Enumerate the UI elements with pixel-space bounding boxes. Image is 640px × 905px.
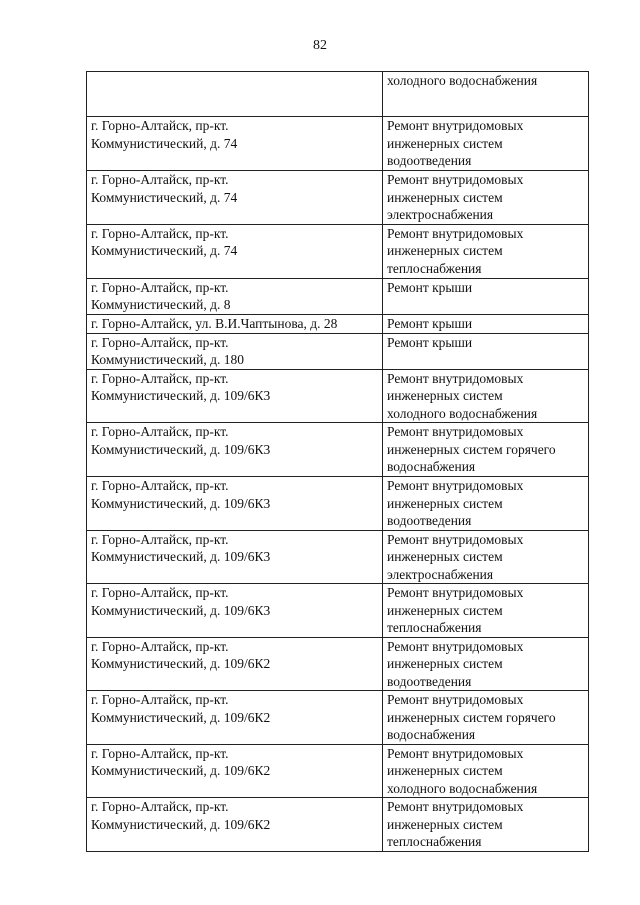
- table-row: [87, 637, 589, 691]
- address-text: г. Горно-Алтайск, пр-кт. Коммунистический, д. 109/6К3: [91, 585, 271, 618]
- address-text: г. Горно-Алтайск, пр-кт. Коммунистический, д. 74: [91, 225, 238, 258]
- address-text: г. Горно-Алтайск, пр-кт. Коммунистический, д. 180: [91, 334, 244, 367]
- table-row: [87, 798, 589, 852]
- table-row: [87, 333, 589, 369]
- address-cell: [87, 117, 383, 171]
- address-cell: [87, 637, 383, 691]
- address-cell: [87, 691, 383, 745]
- address-text: г. Горно-Алтайск, пр-кт. Коммунистический, д. 109/6К3: [91, 478, 271, 511]
- work-text: Ремонт внутридомовых инженерных систем электроснабжения: [387, 172, 524, 222]
- address-cell: [87, 333, 383, 369]
- address-cell: [87, 530, 383, 584]
- table-row: [87, 477, 589, 531]
- work-text: Ремонт внутридомовых инженерных систем теплоснабжения: [387, 799, 524, 849]
- page-number: 82: [313, 38, 327, 53]
- work-text: Ремонт крыши: [387, 334, 473, 350]
- work-text: Ремонт внутридомовых инженерных систем холодного водоснабжения: [387, 370, 538, 421]
- table-row: [87, 117, 589, 171]
- table-row: [87, 224, 589, 278]
- address-cell: [87, 744, 383, 798]
- address-cell: [87, 584, 383, 638]
- table-row: [87, 278, 589, 314]
- address-cell: [87, 369, 383, 423]
- table-row: [87, 369, 589, 423]
- table-row: [87, 691, 589, 745]
- address-text: г. Горно-Алтайск, пр-кт. Коммунистический, д. 109/6К3: [91, 370, 271, 403]
- work-cell: [383, 744, 589, 798]
- address-cell: [87, 423, 383, 477]
- address-text: г. Горно-Алтайск, пр-кт. Коммунистический, д. 109/6К2: [91, 692, 271, 725]
- work-text: холодного водоснабжения: [387, 73, 538, 88]
- address-cell: [87, 72, 383, 117]
- address-cell: [87, 224, 383, 278]
- table-row: [87, 584, 589, 638]
- address-text: г. Горно-Алтайск, пр-кт. Коммунистический, д. 8: [91, 279, 231, 312]
- work-cell: [383, 530, 589, 584]
- work-cell: [383, 637, 589, 691]
- work-text: Ремонт внутридомовых инженерных систем горячего водоснабжения: [387, 424, 556, 474]
- address-cell: [87, 171, 383, 225]
- address-text: г. Горно-Алтайск, пр-кт. Коммунистический, д. 109/6К2: [91, 638, 271, 671]
- work-cell: [383, 278, 589, 314]
- address-text: г. Горно-Алтайск, пр-кт. Коммунистический, д. 109/6К2: [91, 745, 271, 778]
- address-cell: [87, 314, 383, 333]
- work-text: Ремонт внутридомовых инженерных систем водоотведения: [387, 638, 524, 689]
- table-row: [87, 171, 589, 225]
- table-row: [87, 530, 589, 584]
- work-text: Ремонт внутридомовых инженерных систем водоотведения: [387, 478, 524, 528]
- address-cell: [87, 798, 383, 852]
- work-text: Ремонт внутридомовых инженерных систем холодного водоснабжения: [387, 745, 538, 796]
- table-row: [87, 314, 589, 333]
- work-text: Ремонт внутридомовых инженерных систем водоотведения: [387, 118, 524, 168]
- work-cell: [383, 798, 589, 852]
- work-text: Ремонт крыши: [387, 279, 473, 295]
- work-cell: [383, 72, 589, 117]
- work-cell: [383, 691, 589, 745]
- work-text: Ремонт крыши: [387, 315, 473, 331]
- work-cell: [383, 369, 589, 423]
- repair-works-table: [86, 71, 589, 852]
- work-text: Ремонт внутридомовых инженерных систем теплоснабжения: [387, 225, 524, 276]
- work-cell: [383, 584, 589, 638]
- work-text: Ремонт внутридомовых инженерных систем электроснабжения: [387, 531, 524, 582]
- work-cell: [383, 224, 589, 278]
- table-row: [87, 423, 589, 477]
- table-row: [87, 72, 589, 117]
- work-text: Ремонт внутридомовых инженерных систем горячего водоснабжения: [387, 692, 556, 742]
- address-text: г. Горно-Алтайск, ул. В.И.Чаптынова, д. 28: [91, 315, 338, 331]
- work-cell: [383, 314, 589, 333]
- address-cell: [87, 477, 383, 531]
- address-cell: [87, 278, 383, 314]
- work-cell: [383, 117, 589, 171]
- work-cell: [383, 477, 589, 531]
- work-cell: [383, 333, 589, 369]
- work-text: Ремонт внутридомовых инженерных систем теплоснабжения: [387, 585, 524, 635]
- address-text: г. Горно-Алтайск, пр-кт. Коммунистический, д. 109/6К3: [91, 424, 271, 457]
- address-text: г. Горно-Алтайск, пр-кт. Коммунистический, д. 109/6К3: [91, 531, 271, 564]
- table-row: [87, 744, 589, 798]
- address-text: г. Горно-Алтайск, пр-кт. Коммунистический, д. 109/6К2: [91, 799, 271, 832]
- work-cell: [383, 171, 589, 225]
- address-text: г. Горно-Алтайск, пр-кт. Коммунистический, д. 74: [91, 118, 238, 151]
- address-text: г. Горно-Алтайск, пр-кт. Коммунистический, д. 74: [91, 172, 238, 205]
- work-cell: [383, 423, 589, 477]
